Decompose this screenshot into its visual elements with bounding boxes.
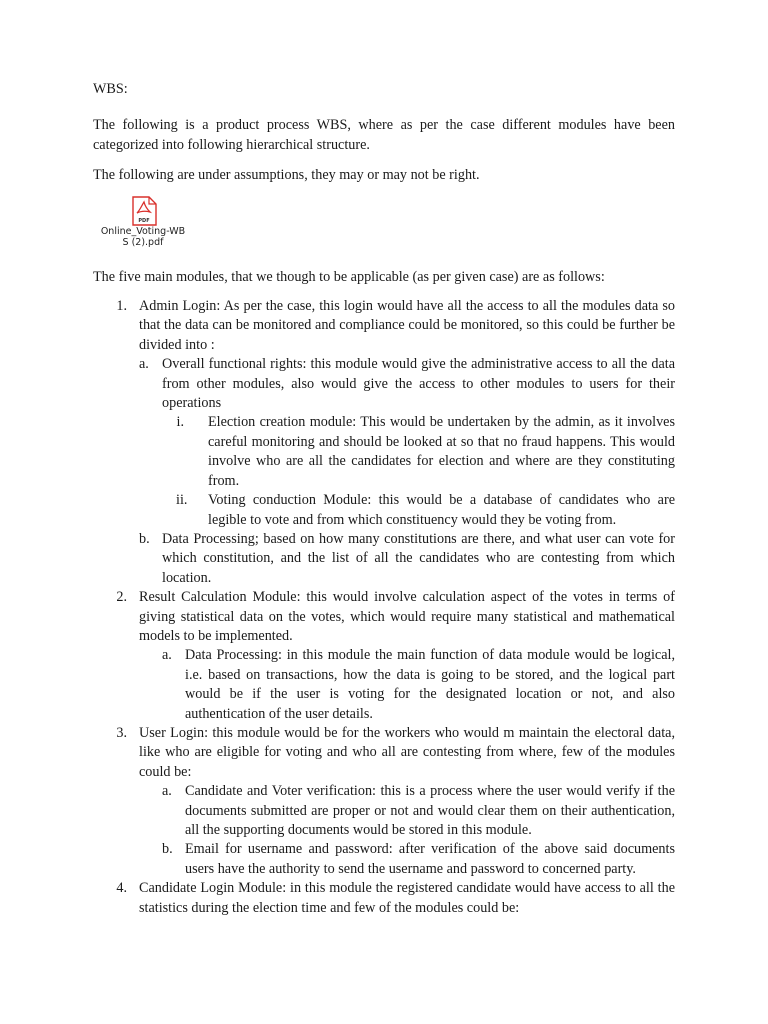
list-letter: b. <box>139 530 150 547</box>
list-item-text: Overall functional rights: this module would give the administrative access to all the data from other modules, also would give the access to other modules to users for their operations <box>162 356 675 412</box>
attachment-filename[interactable] <box>93 226 193 249</box>
section-heading: WBS: <box>93 81 128 97</box>
pdf-icon-label: PDF <box>138 217 150 224</box>
list-item <box>139 530 675 588</box>
document-page <box>93 80 675 918</box>
pdf-attachment[interactable] <box>93 196 193 252</box>
list-number: 1. <box>116 298 127 315</box>
list-number: 3. <box>116 724 127 741</box>
list-item-text: User Login: this module would be for the workers who would m maintain the electoral data, like who are eligible for voting and who all are contesting from where, few of the modules could be: <box>139 724 675 780</box>
list-item <box>162 840 675 879</box>
attachment-filename-line2: S (2).pdf <box>122 237 164 249</box>
list-item-text: Candidate Login Module: in this module the registered candidate would have access to all the statistics during the election time and few of the modules could be: <box>139 880 675 916</box>
list-item <box>162 782 675 840</box>
list-roman: ii. <box>176 492 188 509</box>
list-letter: a. <box>139 356 149 373</box>
list-item <box>139 355 675 413</box>
list-letter: a. <box>162 647 172 664</box>
pdf-file-icon <box>131 196 157 226</box>
list-item <box>176 491 675 530</box>
list-number: 4. <box>116 880 127 897</box>
list-item-text: Email for username and password: after verification of the above said documents users have the authority to send the username and password to concerned party. <box>185 841 675 877</box>
list-item-text: Candidate and Voter verification: this is a process where the user would verify if the documents submitted are proper or not and would clear them on their authentication, all the supporting documents would be stored in this module. <box>185 783 675 838</box>
modules-intro-paragraph: The five main modules, that we though to be applicable (as per given case) are as follows: <box>93 268 605 285</box>
list-roman: i. <box>176 414 184 431</box>
list-item <box>176 413 675 491</box>
list-item-text: Data Processing; based on how many constitutions are there, and what user can vote for which constitution, and the list of all the candidates who are contesting from which location. <box>162 530 675 586</box>
list-letter: a. <box>162 783 172 800</box>
list-item <box>162 646 675 724</box>
list-item <box>116 297 675 355</box>
list-item-text: Data Processing: in this module the main function of data module would be logical, i.e. based on transactions, how the data is going to be stored, and the logical part would be if the user is voting for the designated location or not, and also authentication of the user details. <box>185 647 675 722</box>
list-item-text: Voting conduction Module: this would be a database of candidates who are legible to vote and from which constituency would they be voting from. <box>208 492 675 528</box>
list-item <box>116 879 675 918</box>
attachment-filename-line1: Online_Voting-WB <box>100 225 186 237</box>
list-item <box>116 724 675 782</box>
list-item-text: Admin Login: As per the case, this login would have all the access to all the modules data so that the data can be monitored and compliance could be monitored, so this could be further be divided into : <box>139 298 675 353</box>
list-item-text: Election creation module: This would be undertaken by the admin, as it involves careful monitoring and should be looked at so that no fraud happens. This would involve who are all the candidates for election and where are they constituting from. <box>208 414 675 489</box>
intro-paragraph: The following is a product process WBS, where as per the case different modules have been categorized into following hierarchical structure. <box>93 117 675 153</box>
list-number: 2. <box>116 589 127 606</box>
list-item-text: Result Calculation Module: this would involve calculation aspect of the votes in terms of giving statistical data on the votes, which would require many statistical and mathematical models to be implemented. <box>139 589 675 644</box>
list-letter: b. <box>162 841 173 858</box>
list-item <box>116 588 675 646</box>
assumption-paragraph: The following are under assumptions, they may or may not be right. <box>93 167 480 184</box>
